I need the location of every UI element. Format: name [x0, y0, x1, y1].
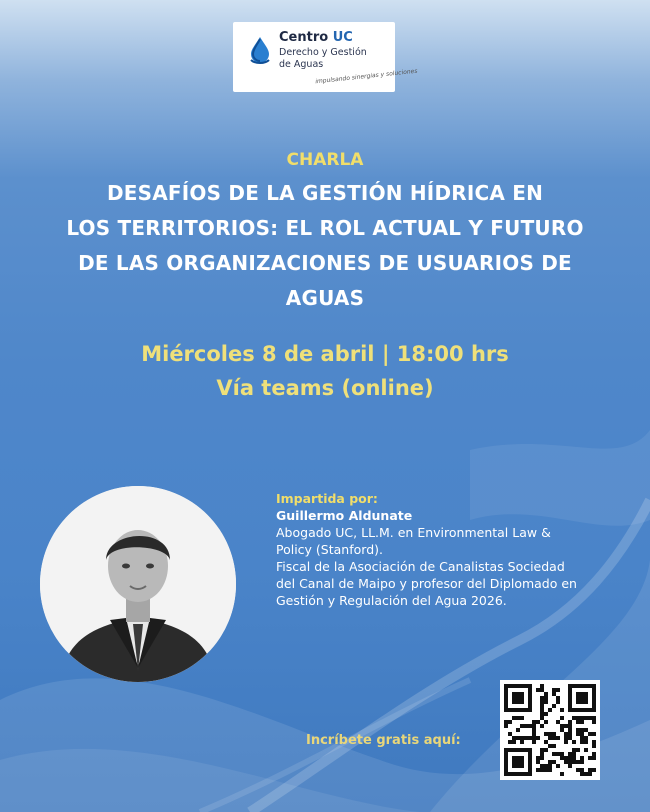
speaker-bio-line: Gestión y Regulación del Agua 2026.: [276, 593, 507, 608]
logo-subtitle-line-1: Derecho y Gestión: [279, 47, 367, 58]
water-drop-icon: [247, 35, 273, 65]
event-date: Miércoles 8 de abril | 18:00 hrs: [141, 342, 509, 366]
speaker-info: [276, 490, 616, 609]
organization-logo: [233, 22, 418, 92]
speaker-label: Impartida por:: [276, 491, 378, 506]
logo-subtitle-line-2: de Aguas: [279, 59, 324, 70]
logo-title: Centro UC: [279, 30, 353, 45]
speaker-bio-line: Fiscal de la Asociación de Canalistas Sociedad: [276, 559, 565, 574]
speaker-bio-line: Abogado UC, LL.M. en Environmental Law &: [276, 525, 551, 540]
event-title-line: DE LAS ORGANIZACIONES DE USUARIOS DE: [78, 251, 572, 275]
event-title: [40, 176, 610, 316]
logo-tagline: impulsando sinergias y soluciones: [314, 67, 418, 86]
event-venue: Vía teams (online): [216, 376, 434, 400]
speaker-name: Guillermo Aldunate: [276, 508, 413, 523]
speaker-bio-line: Policy (Stanford).: [276, 542, 383, 557]
qr-code-icon[interactable]: [500, 680, 600, 780]
event-title-line: DESAFÍOS DE LA GESTIÓN HÍDRICA EN: [106, 181, 544, 205]
registration-qr-code[interactable]: [500, 680, 600, 780]
event-title-line: LOS TERRITORIOS: EL ROL ACTUAL Y FUTURO: [66, 216, 584, 240]
event-title-line: AGUAS: [285, 286, 365, 310]
speaker-bio-line: del Canal de Maipo y profesor del Diplomado en: [276, 576, 577, 591]
registration-cta: Incríbete gratis aquí:: [306, 733, 461, 748]
event-kicker: CHARLA: [286, 150, 364, 170]
speaker-photo: [40, 486, 236, 682]
